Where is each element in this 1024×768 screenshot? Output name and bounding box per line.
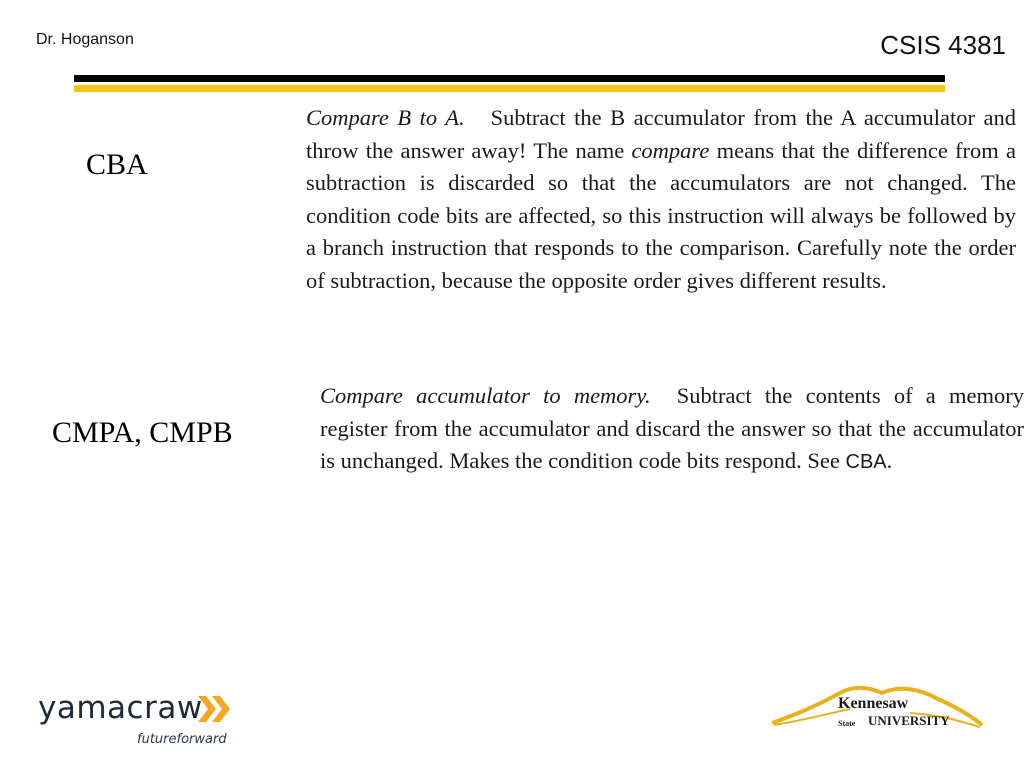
yamacraw-logo (38, 690, 258, 750)
definition-cmp-text-1: Subtract the contents of a memory register from the accumulator and discard the answer so that the accumulator is unchanged. Makes the condition code bits respond. See (320, 383, 1024, 473)
definition-cba-lead: Compare B to A. (306, 105, 465, 130)
definition-cba-emphasis: compare (631, 137, 710, 163)
author-name: Dr. Hoganson (36, 31, 134, 48)
double-chevron-icon (198, 694, 234, 724)
definition-cba-text-2: means that the difference from a subtraction is discarded so that the accumulators are not changed. The condition code bits are affected, so this instruction will always be followed by a branch instruction that responds to the comparison. Carefully note the order of subtraction, because the opposite order gives different results. (306, 137, 1016, 293)
course-code: CSIS 4381 (880, 30, 1006, 60)
yamacraw-wordmark: yamacraw (38, 690, 203, 726)
definition-cba-text-1: Subtract the B accumulator from the A accumulator and throw the answer away! The name (306, 105, 1016, 163)
header-rule-black (74, 75, 945, 82)
definition-cmp-reference: CBA (845, 451, 887, 473)
definition-cmp-text-2: . (886, 448, 893, 473)
header-rule-yellow (74, 85, 945, 92)
kennesaw-state-logo (770, 683, 985, 733)
ksu-wordmark-kennesaw: Kennesaw (838, 695, 909, 712)
term-cba: CBA (86, 148, 148, 181)
definition-cba (306, 102, 1016, 352)
ksu-wordmark-state: State (838, 719, 856, 728)
definition-cmpa-cmpb (320, 380, 1024, 479)
term-cmpa-cmpb: CMPA, CMPB (52, 416, 233, 449)
definition-cmp-lead: Compare accumulator to memory. (320, 383, 651, 408)
yamacraw-tagline: futureforward (137, 732, 227, 747)
ksu-wordmark-university: UNIVERSITY (868, 713, 950, 728)
